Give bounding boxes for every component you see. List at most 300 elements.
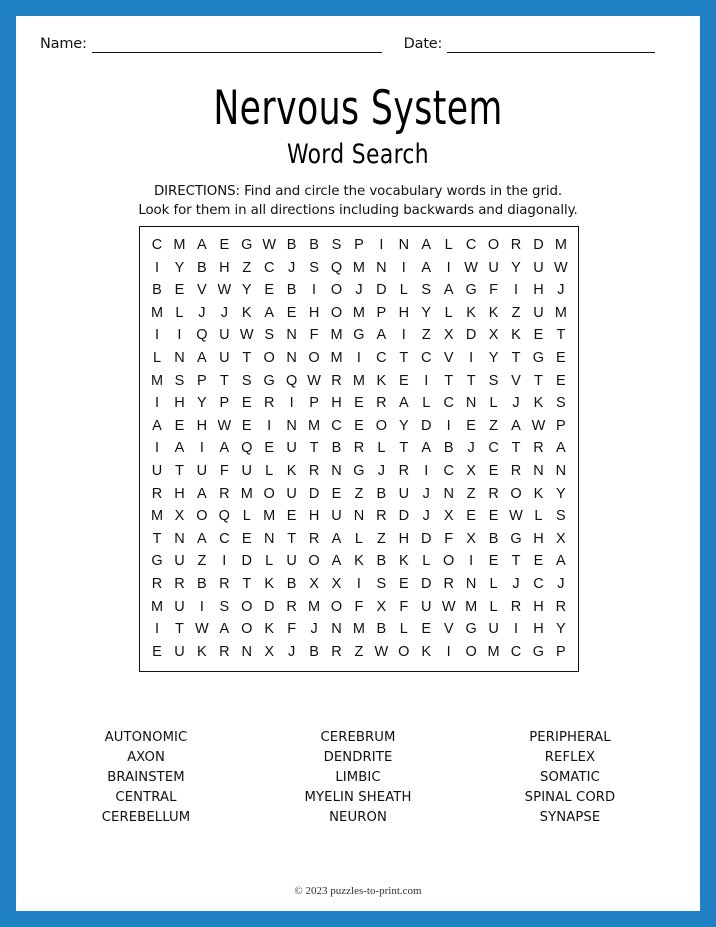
grid-cell[interactable]: E (331, 485, 342, 502)
grid-cell[interactable]: K (264, 621, 275, 638)
grid-cell[interactable]: A (219, 621, 230, 638)
grid-cell[interactable]: H (308, 508, 320, 525)
grid-cell[interactable]: G (532, 643, 545, 660)
grid-cell[interactable]: A (376, 327, 387, 344)
grid-cell[interactable]: X (556, 530, 566, 547)
grid-cell[interactable]: D (421, 530, 432, 547)
word-list-item[interactable]: CENTRAL (115, 790, 177, 805)
grid-cell[interactable]: L (399, 282, 408, 299)
grid-cell[interactable]: R (331, 643, 342, 660)
grid-cell[interactable]: C (443, 395, 454, 412)
grid-cell[interactable]: C (443, 462, 454, 479)
grid-cell[interactable]: A (197, 485, 207, 502)
grid-cell[interactable]: F (489, 282, 498, 299)
word-list-item[interactable]: NEURON (329, 810, 387, 825)
grid-cell[interactable]: J (288, 643, 296, 660)
word-list-item[interactable]: AXON (127, 750, 165, 765)
grid-cell[interactable]: U (286, 440, 297, 457)
grid-cell[interactable]: U (151, 462, 163, 479)
grid-cell[interactable]: T (219, 372, 229, 389)
grid-cell[interactable]: E (241, 395, 252, 412)
grid-cell[interactable]: R (174, 575, 185, 592)
grid-cell[interactable]: A (331, 530, 342, 547)
grid-cell[interactable]: X (443, 508, 454, 525)
grid-cell[interactable]: Y (421, 304, 432, 321)
grid-cell[interactable]: D (465, 327, 477, 344)
grid-cell[interactable]: J (220, 304, 228, 321)
word-list-item[interactable]: AUTONOMIC (104, 730, 188, 745)
grid-cell[interactable]: A (331, 553, 342, 570)
grid-cell[interactable]: N (465, 395, 477, 412)
grid-cell[interactable]: D (533, 237, 544, 254)
grid-cell[interactable]: H (174, 395, 185, 412)
grid-cell[interactable]: K (398, 553, 409, 570)
grid-cell[interactable]: T (309, 440, 319, 457)
grid-cell[interactable]: Z (354, 643, 364, 660)
name-input-line[interactable] (92, 38, 382, 53)
grid-cell[interactable]: J (512, 395, 520, 412)
grid-cell[interactable]: K (376, 372, 387, 389)
grid-cell[interactable]: J (557, 282, 565, 299)
grid-cell[interactable]: U (196, 462, 208, 479)
grid-cell[interactable]: O (398, 643, 410, 660)
grid-cell[interactable]: D (398, 508, 410, 525)
grid-cell[interactable]: U (219, 327, 230, 344)
grid-cell[interactable]: E (286, 508, 297, 525)
grid-cell[interactable]: T (511, 440, 521, 457)
grid-cell[interactable]: L (354, 530, 363, 547)
grid-cell[interactable]: N (465, 575, 477, 592)
grid-cell[interactable]: N (286, 327, 297, 344)
grid-cell[interactable]: W (464, 259, 478, 276)
word-list-item[interactable]: PERIPHERAL (529, 730, 611, 745)
grid-cell[interactable]: R (443, 575, 454, 592)
grid-cell[interactable]: J (355, 282, 363, 299)
grid-cell[interactable]: X (309, 575, 319, 592)
grid-cell[interactable]: M (263, 508, 276, 525)
grid-cell[interactable]: Y (174, 259, 185, 276)
grid-cell[interactable]: I (267, 417, 272, 434)
grid-cell[interactable]: M (487, 643, 500, 660)
grid-cell[interactable]: T (152, 530, 162, 547)
grid-cell[interactable]: Y (511, 259, 521, 276)
grid-cell[interactable]: M (308, 598, 321, 615)
grid-cell[interactable]: A (219, 440, 230, 457)
grid-cell[interactable]: V (443, 621, 454, 638)
grid-cell[interactable]: E (174, 282, 185, 299)
grid-cell[interactable]: J (422, 485, 430, 502)
grid-cell[interactable]: X (488, 327, 499, 344)
grid-cell[interactable]: W (441, 598, 456, 615)
grid-cell[interactable]: L (377, 440, 386, 457)
grid-cell[interactable]: N (376, 259, 387, 276)
grid-cell[interactable]: A (197, 530, 207, 547)
grid-cell[interactable]: O (330, 598, 343, 615)
grid-cell[interactable]: Q (218, 508, 230, 525)
grid-cell[interactable]: A (264, 304, 275, 321)
grid-cell[interactable]: K (264, 575, 275, 592)
grid-cell[interactable]: O (487, 237, 500, 254)
grid-cell[interactable]: O (263, 350, 275, 367)
word-list-item[interactable]: CEREBRUM (320, 730, 396, 745)
grid-cell[interactable]: G (241, 237, 253, 254)
grid-cell[interactable]: Z (466, 485, 476, 502)
grid-cell[interactable]: B (197, 259, 207, 276)
date-input-line[interactable] (447, 38, 655, 53)
grid-cell[interactable]: N (443, 485, 454, 502)
grid-cell[interactable]: R (488, 485, 499, 502)
grid-cell[interactable]: Y (241, 282, 252, 299)
grid-cell[interactable]: N (533, 462, 544, 479)
grid-cell[interactable]: Z (376, 530, 386, 547)
grid-cell[interactable]: I (513, 282, 519, 299)
grid-cell[interactable]: T (399, 350, 409, 367)
grid-cell[interactable]: E (241, 417, 252, 434)
grid-cell[interactable]: K (197, 643, 207, 660)
grid-cell[interactable]: U (331, 508, 342, 525)
grid-cell[interactable]: G (532, 350, 545, 367)
grid-cell[interactable]: P (556, 643, 566, 660)
grid-cell[interactable]: M (150, 304, 164, 321)
grid-cell[interactable]: I (469, 350, 474, 367)
grid-cell[interactable]: I (199, 440, 204, 457)
grid-cell[interactable]: K (488, 304, 499, 321)
grid-cell[interactable]: J (288, 259, 296, 276)
grid-cell[interactable]: B (331, 440, 342, 457)
grid-cell[interactable]: I (401, 259, 406, 276)
word-list-item[interactable]: MYELIN SHEATH (304, 790, 412, 805)
grid-cell[interactable]: U (488, 621, 499, 638)
grid-cell[interactable]: R (353, 440, 365, 457)
grid-cell[interactable]: L (444, 304, 453, 321)
grid-cell[interactable]: F (309, 327, 319, 344)
grid-cell[interactable]: M (465, 598, 478, 615)
grid-cell[interactable]: R (151, 485, 163, 502)
grid-cell[interactable]: S (174, 372, 185, 389)
grid-cell[interactable]: L (422, 553, 431, 570)
grid-cell[interactable]: A (197, 237, 207, 254)
grid-cell[interactable]: J (467, 440, 475, 457)
grid-cell[interactable]: C (151, 237, 163, 254)
grid-cell[interactable]: E (264, 282, 275, 299)
grid-cell[interactable]: U (174, 598, 185, 615)
grid-cell[interactable]: B (286, 282, 297, 299)
grid-cell[interactable]: T (287, 530, 297, 547)
grid-cell[interactable]: T (511, 350, 521, 367)
grid-cell[interactable]: S (309, 259, 319, 276)
grid-cell[interactable]: R (510, 598, 522, 615)
grid-cell[interactable]: U (219, 350, 230, 367)
grid-cell[interactable]: T (444, 372, 454, 389)
grid-cell[interactable]: K (533, 485, 544, 502)
grid-cell[interactable]: T (399, 440, 409, 457)
grid-cell[interactable]: Y (556, 485, 566, 502)
grid-cell[interactable]: G (263, 372, 275, 389)
grid-cell[interactable]: N (286, 417, 297, 434)
grid-cell[interactable]: B (376, 485, 387, 502)
grid-cell[interactable]: I (154, 395, 160, 412)
grid-cell[interactable]: C (219, 530, 230, 547)
grid-cell[interactable]: D (421, 575, 432, 592)
grid-cell[interactable]: N (331, 462, 342, 479)
grid-cell[interactable]: V (197, 282, 207, 299)
grid-cell[interactable]: O (330, 282, 343, 299)
grid-cell[interactable]: J (310, 621, 318, 638)
grid-cell[interactable]: J (557, 575, 565, 592)
grid-cell[interactable]: F (287, 621, 297, 638)
grid-cell[interactable]: X (466, 462, 476, 479)
grid-cell[interactable]: E (286, 304, 297, 321)
grid-cell[interactable]: B (197, 575, 207, 592)
grid-cell[interactable]: A (421, 259, 432, 276)
grid-cell[interactable]: K (286, 462, 297, 479)
grid-cell[interactable]: R (286, 598, 297, 615)
grid-cell[interactable]: P (197, 372, 207, 389)
grid-cell[interactable]: T (175, 462, 184, 479)
grid-cell[interactable]: I (469, 553, 474, 570)
word-list-item[interactable]: SOMATIC (540, 770, 600, 785)
grid-cell[interactable]: A (556, 440, 566, 457)
grid-cell[interactable]: U (174, 643, 185, 660)
grid-cell[interactable]: M (150, 372, 164, 389)
grid-cell[interactable]: L (534, 508, 543, 525)
grid-cell[interactable]: I (446, 643, 451, 660)
grid-cell[interactable]: S (556, 508, 566, 525)
grid-cell[interactable]: C (533, 575, 544, 592)
grid-cell[interactable]: Q (330, 259, 343, 276)
grid-cell[interactable]: L (489, 575, 498, 592)
grid-cell[interactable]: T (534, 372, 543, 389)
grid-cell[interactable]: J (422, 508, 430, 525)
grid-cell[interactable]: P (556, 417, 566, 434)
word-list-item[interactable]: SYNAPSE (539, 810, 601, 825)
grid-cell[interactable]: H (219, 259, 230, 276)
grid-cell[interactable]: B (488, 530, 499, 547)
grid-cell[interactable]: R (533, 440, 544, 457)
grid-cell[interactable]: I (379, 237, 384, 254)
grid-cell[interactable]: H (174, 485, 185, 502)
grid-cell[interactable]: B (286, 575, 297, 592)
grid-cell[interactable]: O (510, 485, 522, 502)
grid-cell[interactable]: P (309, 395, 319, 412)
grid-cell[interactable]: A (421, 440, 432, 457)
grid-cell[interactable]: L (152, 350, 162, 367)
grid-cell[interactable]: W (554, 259, 568, 276)
grid-cell[interactable]: O (196, 508, 208, 525)
grid-cell[interactable]: D (308, 485, 320, 502)
grid-cell[interactable]: I (401, 327, 406, 344)
grid-cell[interactable]: K (466, 304, 476, 321)
grid-cell[interactable]: F (354, 598, 364, 615)
grid-cell[interactable]: X (174, 508, 185, 525)
grid-cell[interactable]: N (398, 237, 410, 254)
grid-cell[interactable]: L (265, 462, 274, 479)
grid-cell[interactable]: Y (556, 621, 566, 638)
grid-cell[interactable]: X (466, 530, 476, 547)
grid-cell[interactable]: R (555, 598, 567, 615)
grid-cell[interactable]: M (240, 485, 253, 502)
grid-cell[interactable]: R (331, 372, 342, 389)
grid-cell[interactable]: M (150, 598, 164, 615)
grid-cell[interactable]: Y (398, 417, 409, 434)
grid-cell[interactable]: S (219, 598, 230, 615)
grid-cell[interactable]: K (533, 395, 544, 412)
grid-cell[interactable]: V (443, 350, 454, 367)
grid-cell[interactable]: J (512, 575, 520, 592)
grid-cell[interactable]: N (174, 530, 185, 547)
grid-cell[interactable]: A (443, 282, 454, 299)
grid-cell[interactable]: R (151, 575, 163, 592)
grid-cell[interactable]: A (398, 395, 409, 412)
word-list-item[interactable]: CEREBELLUM (101, 810, 191, 825)
grid-cell[interactable]: G (510, 530, 522, 547)
grid-cell[interactable]: U (286, 553, 297, 570)
grid-cell[interactable]: M (330, 327, 343, 344)
grid-cell[interactable]: R (510, 462, 522, 479)
grid-cell[interactable]: L (422, 395, 431, 412)
grid-cell[interactable]: X (264, 643, 275, 660)
grid-cell[interactable]: H (308, 304, 320, 321)
grid-cell[interactable]: W (509, 508, 523, 525)
grid-cell[interactable]: E (241, 530, 252, 547)
grid-cell[interactable]: E (466, 508, 476, 525)
grid-cell[interactable]: E (264, 440, 275, 457)
grid-cell[interactable]: O (308, 553, 320, 570)
grid-cell[interactable]: T (242, 575, 252, 592)
grid-cell[interactable]: I (356, 350, 361, 367)
grid-cell[interactable]: N (174, 350, 185, 367)
grid-cell[interactable]: W (217, 282, 232, 299)
grid-cell[interactable]: D (421, 417, 432, 434)
grid-cell[interactable]: K (241, 304, 252, 321)
grid-cell[interactable]: D (263, 598, 275, 615)
grid-cell[interactable]: E (556, 350, 566, 367)
grid-cell[interactable]: R (308, 530, 320, 547)
grid-cell[interactable]: M (330, 350, 343, 367)
grid-cell[interactable]: L (242, 508, 251, 525)
grid-cell[interactable]: C (465, 237, 477, 254)
grid-cell[interactable]: G (151, 553, 163, 570)
grid-cell[interactable]: I (199, 598, 204, 615)
grid-cell[interactable]: M (150, 508, 164, 525)
grid-cell[interactable]: I (289, 395, 294, 412)
grid-cell[interactable]: E (398, 372, 409, 389)
grid-cell[interactable]: B (443, 440, 454, 457)
grid-cell[interactable]: Q (241, 440, 253, 457)
grid-cell[interactable]: S (264, 327, 275, 344)
grid-cell[interactable]: I (356, 575, 361, 592)
grid-cell[interactable]: B (152, 282, 162, 299)
grid-cell[interactable]: O (465, 643, 477, 660)
grid-cell[interactable]: C (510, 643, 522, 660)
grid-cell[interactable]: U (533, 259, 544, 276)
grid-cell[interactable]: G (353, 462, 365, 479)
grid-cell[interactable]: A (197, 350, 207, 367)
grid-cell[interactable]: S (488, 372, 499, 389)
grid-cell[interactable]: S (556, 395, 566, 412)
grid-cell[interactable]: X (443, 327, 454, 344)
grid-cell[interactable]: W (374, 643, 389, 660)
grid-cell[interactable]: P (376, 304, 387, 321)
grid-cell[interactable]: E (152, 643, 162, 660)
grid-cell[interactable]: N (241, 643, 252, 660)
grid-cell[interactable]: E (488, 462, 499, 479)
grid-cell[interactable]: L (399, 621, 408, 638)
grid-cell[interactable]: W (307, 372, 321, 389)
grid-cell[interactable]: L (265, 553, 274, 570)
grid-cell[interactable]: O (443, 553, 455, 570)
grid-cell[interactable]: A (556, 553, 566, 570)
grid-cell[interactable]: O (241, 598, 253, 615)
grid-cell[interactable]: S (241, 372, 252, 389)
grid-cell[interactable]: E (466, 417, 476, 434)
grid-cell[interactable]: I (513, 621, 519, 638)
grid-cell[interactable]: G (353, 327, 365, 344)
grid-cell[interactable]: K (421, 643, 432, 660)
grid-cell[interactable]: W (195, 621, 209, 638)
grid-cell[interactable]: I (424, 462, 429, 479)
grid-cell[interactable]: S (421, 282, 432, 299)
grid-cell[interactable]: F (444, 530, 454, 547)
grid-cell[interactable]: T (511, 553, 521, 570)
grid-cell[interactable]: N (286, 350, 297, 367)
grid-cell[interactable]: I (154, 327, 160, 344)
grid-cell[interactable]: C (421, 350, 432, 367)
grid-cell[interactable]: P (354, 237, 364, 254)
grid-cell[interactable]: O (308, 350, 320, 367)
grid-cell[interactable]: B (286, 237, 297, 254)
grid-cell[interactable]: Z (197, 553, 207, 570)
grid-cell[interactable]: R (376, 395, 387, 412)
grid-cell[interactable]: Y (488, 350, 499, 367)
grid-cell[interactable]: A (174, 440, 185, 457)
grid-cell[interactable]: W (217, 417, 232, 434)
word-list-item[interactable]: REFLEX (544, 750, 596, 765)
grid-cell[interactable]: N (555, 462, 567, 479)
grid-cell[interactable]: E (488, 553, 499, 570)
grid-cell[interactable]: W (262, 237, 277, 254)
grid-cell[interactable]: O (241, 621, 253, 638)
grid-cell[interactable]: C (488, 440, 499, 457)
grid-cell[interactable]: U (421, 598, 432, 615)
grid-cell[interactable]: B (376, 553, 387, 570)
grid-cell[interactable]: M (352, 372, 365, 389)
grid-cell[interactable]: M (352, 259, 365, 276)
grid-cell[interactable]: R (376, 508, 387, 525)
grid-cell[interactable]: L (489, 598, 498, 615)
grid-cell[interactable]: C (376, 350, 387, 367)
grid-cell[interactable]: O (375, 417, 388, 434)
grid-cell[interactable]: U (286, 485, 297, 502)
grid-cell[interactable]: R (219, 575, 230, 592)
grid-cell[interactable]: H (533, 598, 544, 615)
grid-cell[interactable]: I (446, 259, 451, 276)
grid-cell[interactable]: Y (197, 395, 207, 412)
grid-cell[interactable]: F (399, 598, 409, 615)
grid-cell[interactable]: J (198, 304, 206, 321)
grid-cell[interactable]: E (219, 237, 230, 254)
grid-cell[interactable]: Z (421, 327, 431, 344)
grid-cell[interactable]: R (510, 237, 522, 254)
grid-cell[interactable]: T (175, 621, 184, 638)
grid-cell[interactable]: P (219, 395, 230, 412)
grid-cell[interactable]: U (241, 462, 252, 479)
grid-cell[interactable]: R (219, 485, 230, 502)
grid-cell[interactable]: E (488, 508, 499, 525)
grid-cell[interactable]: O (330, 304, 343, 321)
grid-cell[interactable]: Q (285, 372, 298, 389)
grid-cell[interactable]: T (556, 327, 566, 344)
